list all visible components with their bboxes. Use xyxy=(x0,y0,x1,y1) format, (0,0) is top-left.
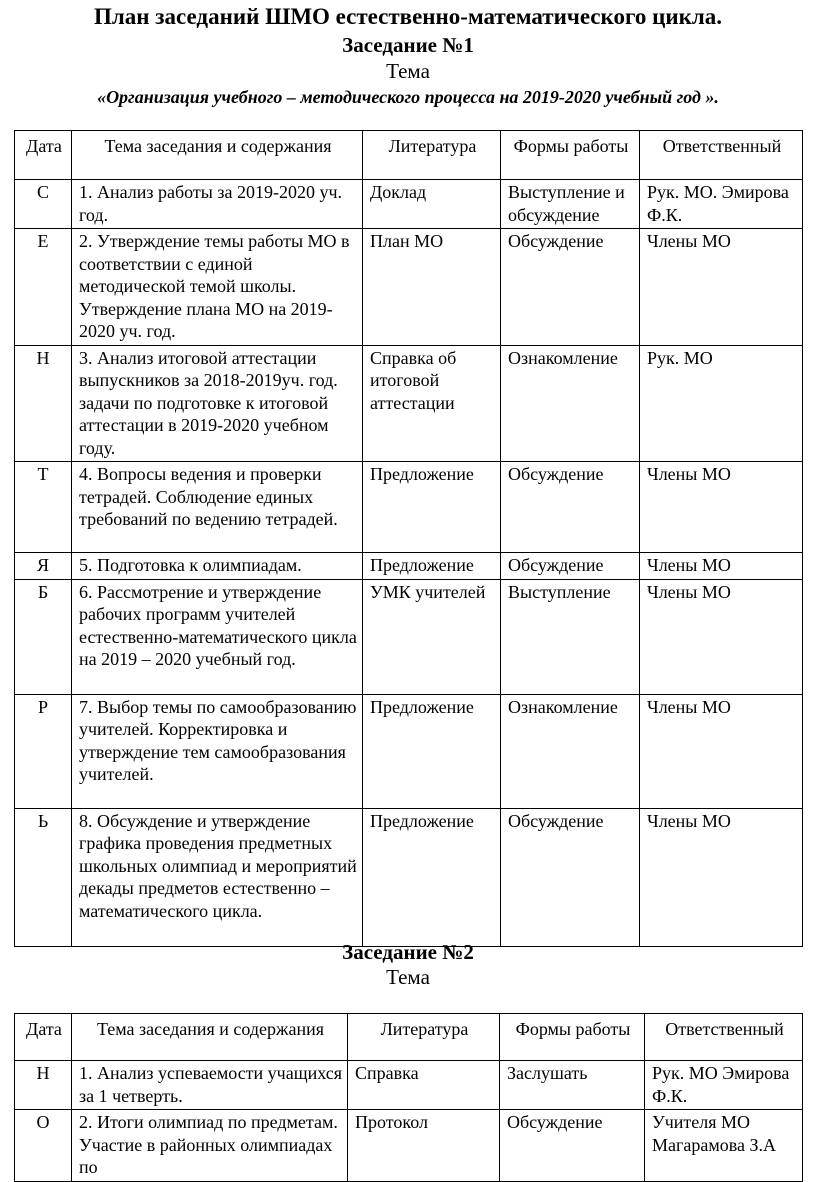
session2-heading: Заседание №2 xyxy=(342,940,474,964)
row-date: С xyxy=(15,180,72,229)
row-date: Т xyxy=(15,462,72,553)
session2-topic-label: Тема xyxy=(386,965,430,989)
row-topic: 7. Выбор темы по самообразованию учителей. Корректировка и утверждение тем самообразования учителей. xyxy=(72,694,363,808)
column-header-topic: Тема заседания и содержания xyxy=(72,131,363,180)
session1-topic: «Организация учебного – методического процесса на 2019-2020 учебный год ». xyxy=(97,87,719,107)
row-responsible: Члены МО xyxy=(640,553,803,580)
table-row xyxy=(15,180,803,229)
table-header-row xyxy=(15,131,803,180)
table-row xyxy=(15,553,803,580)
row-literature: Доклад xyxy=(363,180,501,229)
row-date: Р xyxy=(15,694,72,808)
row-date: Н xyxy=(15,345,72,462)
row-literature: Предложение xyxy=(363,694,501,808)
column-header-responsible: Ответственный xyxy=(645,1014,803,1061)
column-header-forms: Формы работы xyxy=(501,131,640,180)
table-row xyxy=(15,694,803,808)
column-header-responsible: Ответственный xyxy=(640,131,803,180)
row-literature: Справка об итоговой аттестации xyxy=(363,345,501,462)
session1-topic-label: Тема xyxy=(386,59,430,83)
table-row xyxy=(15,1110,803,1182)
row-responsible: Члены МО xyxy=(640,229,803,346)
row-date: Ь xyxy=(15,808,72,946)
row-responsible: Члены МО xyxy=(640,579,803,694)
table-row xyxy=(15,1061,803,1110)
row-literature: Предложение xyxy=(363,808,501,946)
row-form: Ознакомление xyxy=(501,694,640,808)
table-row xyxy=(15,345,803,462)
row-responsible: Члены МО xyxy=(640,462,803,553)
row-form: Заслушать xyxy=(500,1061,645,1110)
column-header-forms: Формы работы xyxy=(500,1014,645,1061)
page-title: План заседаний ШМО естественно-математического цикла. xyxy=(94,4,722,29)
row-responsible: Рук. МО. Эмирова Ф.К. xyxy=(640,180,803,229)
column-header-date: Дата xyxy=(15,1014,72,1061)
row-form: Обсуждение xyxy=(501,808,640,946)
row-topic: 4. Вопросы ведения и проверки тетрадей. Соблюдение единых требований по ведению тетрадей. xyxy=(72,462,363,553)
row-topic: 3. Анализ итоговой аттестации выпускников за 2018-2019уч. год. задачи по подготовке к итоговой аттестации в 2019-2020 учебном году. xyxy=(72,345,363,462)
session1-table xyxy=(14,130,803,947)
row-responsible: Учителя МО Магарамова З.А xyxy=(645,1110,803,1182)
session1-heading: Заседание №1 xyxy=(342,33,474,57)
row-topic: 2. Утверждение темы работы МО в соответствии с единой методической темой школы. Утверждение плана МО на 2019-2020 уч. год. xyxy=(72,229,363,346)
column-header-literature: Литература xyxy=(348,1014,500,1061)
row-form: Обсуждение xyxy=(501,462,640,553)
row-literature: План МО xyxy=(363,229,501,346)
row-topic: 1. Анализ успеваемости учащихся за 1 четверть. xyxy=(72,1061,348,1110)
row-literature: УМК учителей xyxy=(363,579,501,694)
row-form: Ознакомление xyxy=(501,345,640,462)
row-literature: Справка xyxy=(348,1061,500,1110)
table-row xyxy=(15,462,803,553)
row-responsible: Рук. МО Эмирова Ф.К. xyxy=(645,1061,803,1110)
row-date: Е xyxy=(15,229,72,346)
table-header-row xyxy=(15,1014,803,1061)
row-literature: Предложение xyxy=(363,553,501,580)
row-literature: Предложение xyxy=(363,462,501,553)
row-topic: 2. Итоги олимпиад по предметам. Участие в районных олимпиадах по xyxy=(72,1110,348,1182)
column-header-literature: Литература xyxy=(363,131,501,180)
row-topic: 1. Анализ работы за 2019-2020 уч. год. xyxy=(72,180,363,229)
row-form: Обсуждение xyxy=(500,1110,645,1182)
row-topic: 8. Обсуждение и утверждение графика проведения предметных школьных олимпиад и мероприятий декады предметов естественно – математического цикла. xyxy=(72,808,363,946)
row-form: Обсуждение xyxy=(501,553,640,580)
row-responsible: Рук. МО xyxy=(640,345,803,462)
column-header-date: Дата xyxy=(15,131,72,180)
row-form: Выступление и обсуждение xyxy=(501,180,640,229)
row-topic: 5. Подготовка к олимпиадам. xyxy=(72,553,363,580)
row-date: Б xyxy=(15,579,72,694)
row-topic: 6. Рассмотрение и утверждение рабочих программ учителей естественно-математического цикла на 2019 – 2020 учебный год. xyxy=(72,579,363,694)
table-row xyxy=(15,808,803,946)
column-header-topic: Тема заседания и содержания xyxy=(72,1014,348,1061)
session2-table xyxy=(14,1013,803,1182)
row-date: Н xyxy=(15,1061,72,1110)
row-literature: Протокол xyxy=(348,1110,500,1182)
row-responsible: Члены МО xyxy=(640,808,803,946)
row-date: Я xyxy=(15,553,72,580)
row-responsible: Члены МО xyxy=(640,694,803,808)
row-form: Обсуждение xyxy=(501,229,640,346)
row-form: Выступление xyxy=(501,579,640,694)
table-row xyxy=(15,579,803,694)
row-date: О xyxy=(15,1110,72,1182)
table-row xyxy=(15,229,803,346)
